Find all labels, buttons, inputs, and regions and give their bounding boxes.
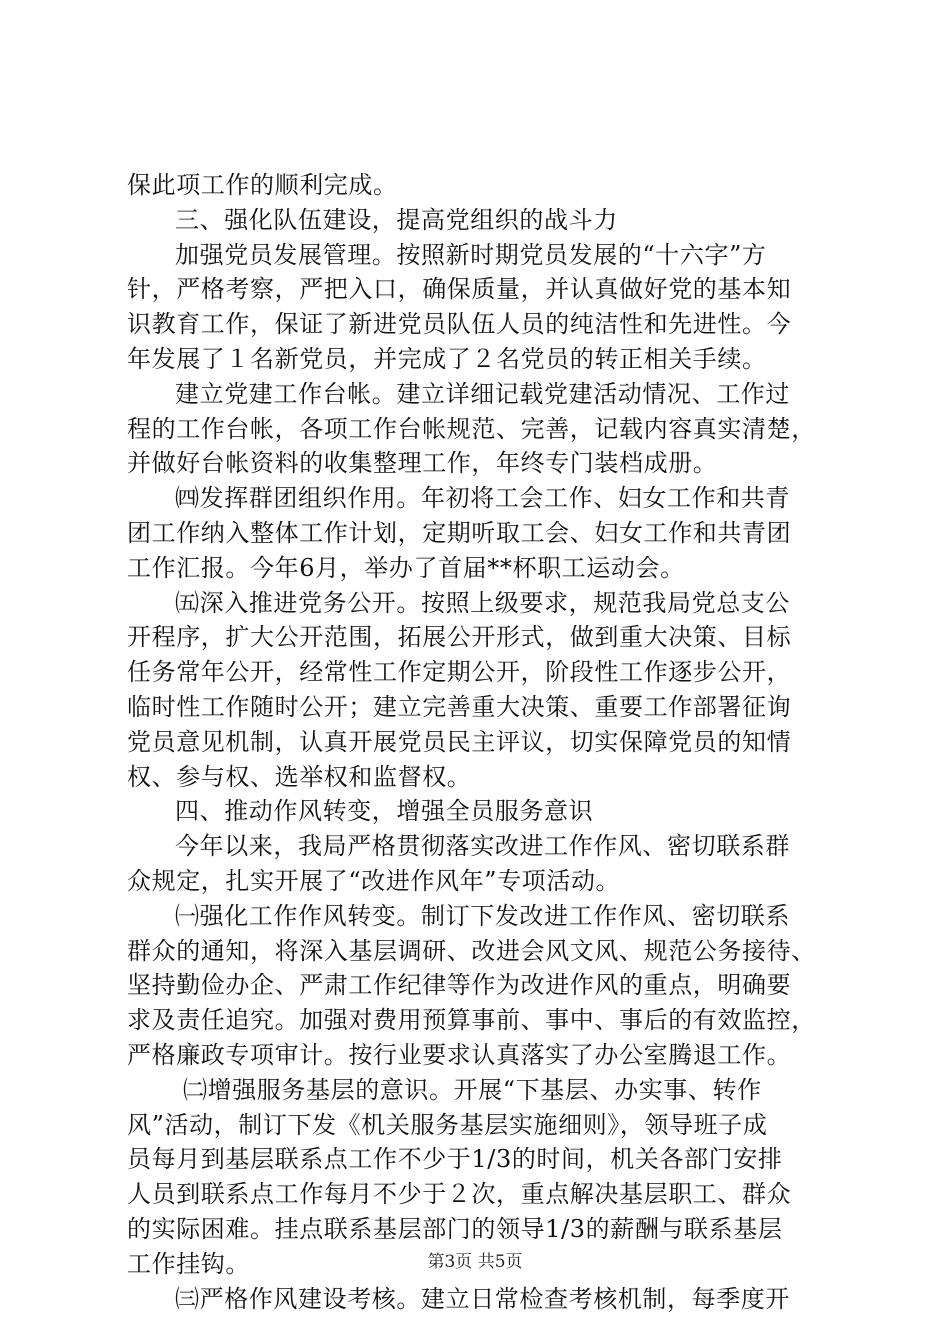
paragraph-line: 识教育工作，保证了新进党员队伍人员的纯洁性和先进性。今 (127, 310, 792, 339)
section-heading: 四、推动作风转变，增强全员服务意识 (175, 797, 594, 826)
paragraph-line: ㈤深入推进党务公开。按照上级要求，规范我局党总支公 (175, 588, 790, 617)
paragraph-line: 今年以来，我局严格贯彻落实改进工作作风、密切联系群 (175, 832, 790, 861)
paragraph-line: 人员到联系点工作每月不少于２次，重点解决基层职工、群众 (127, 1180, 792, 1209)
document-body (127, 168, 827, 1316)
paragraph-line: 加强党员发展管理。按照新时期党员发展的“十六字”方 (175, 240, 767, 269)
paragraph-line: ㈣发挥群团组织作用。年初将工会工作、妇女工作和共青 (175, 484, 790, 513)
paragraph-line: 群众的通知，将深入基层调研、改进会风文风、规范公务接待、 (127, 936, 816, 965)
paragraph-line: 求及责任追究。加强对费用预算事前、事中、事后的有效监控， (127, 1006, 816, 1035)
paragraph-line: 并做好台帐资料的收集整理工作，年终专门装档成册。 (127, 449, 718, 478)
paragraph-line: 开程序，扩大公开范围，拓展公开形式，做到重大决策、目标 (127, 623, 792, 652)
paragraph-line: 针，严格考察，严把入口，确保质量，并认真做好党的基本知 (127, 275, 792, 304)
paragraph-line: ㈠强化工作作风转变。制订下发改进工作作风、密切联系 (175, 901, 790, 930)
paragraph-line: 临时性工作随时公开；建立完善重大决策、重要工作部署征询 (127, 692, 792, 721)
paragraph-line: 年发展了１名新党员，并完成了２名党员的转正相关手续。 (127, 344, 767, 373)
paragraph-line: 团工作纳入整体工作计划，定期听取工会、妇女工作和共青团 (127, 518, 792, 547)
paragraph-line: ㈡增强服务基层的意识。开展“下基层、办实事、转作 (183, 1075, 762, 1104)
paragraph-line: 的实际困难。挂点联系基层部门的领导1/3的薪酬与联系基层 (127, 1214, 783, 1243)
paragraph-line: 权、参与权、选举权和监督权。 (127, 762, 472, 791)
paragraph-line: 工作汇报。今年6月，举办了首届**杯职工运动会。 (127, 553, 685, 582)
paragraph-line: 众规定，扎实开展了“改进作风年”专项活动。 (127, 866, 621, 895)
paragraph-line: 建立党建工作台帐。建立详细记载党建活动情况、工作过 (175, 379, 790, 408)
section-heading: 三、强化队伍建设，提高党组织的战斗力 (175, 205, 618, 234)
paragraph-line: 程的工作台帐，各项工作台帐规范、完善，记载内容真实清楚， (127, 414, 816, 443)
page-footer: 第3页 共5页 (427, 1252, 523, 1272)
paragraph-line: 严格廉政专项审计。按行业要求认真落实了办公室腾退工作。 (127, 1040, 792, 1069)
paragraph-line: 任务常年公开，经常性工作定期公开，阶段性工作逐步公开， (127, 658, 792, 687)
paragraph-line: 党员意见机制，认真开展党员民主评议，切实保障党员的知情 (127, 727, 792, 756)
paragraph-line: 坚持勤俭办企、严肃工作纪律等作为改进作风的重点，明确要 (127, 971, 792, 1000)
paragraph-line: 保此项工作的顺利完成。 (127, 171, 398, 199)
paragraph-line: 工作挂钩。 (127, 1249, 250, 1278)
paragraph-line: 员每月到基层联系点工作不少于1/3的时间，机关各部门安排 (127, 1145, 783, 1174)
paragraph-line: ㈢严格作风建设考核。建立日常检查考核机制，每季度开 (175, 1284, 790, 1313)
paragraph-line: 风”活动，制订下发《机关服务基层实施细则》，领导班子成 (127, 1110, 768, 1139)
